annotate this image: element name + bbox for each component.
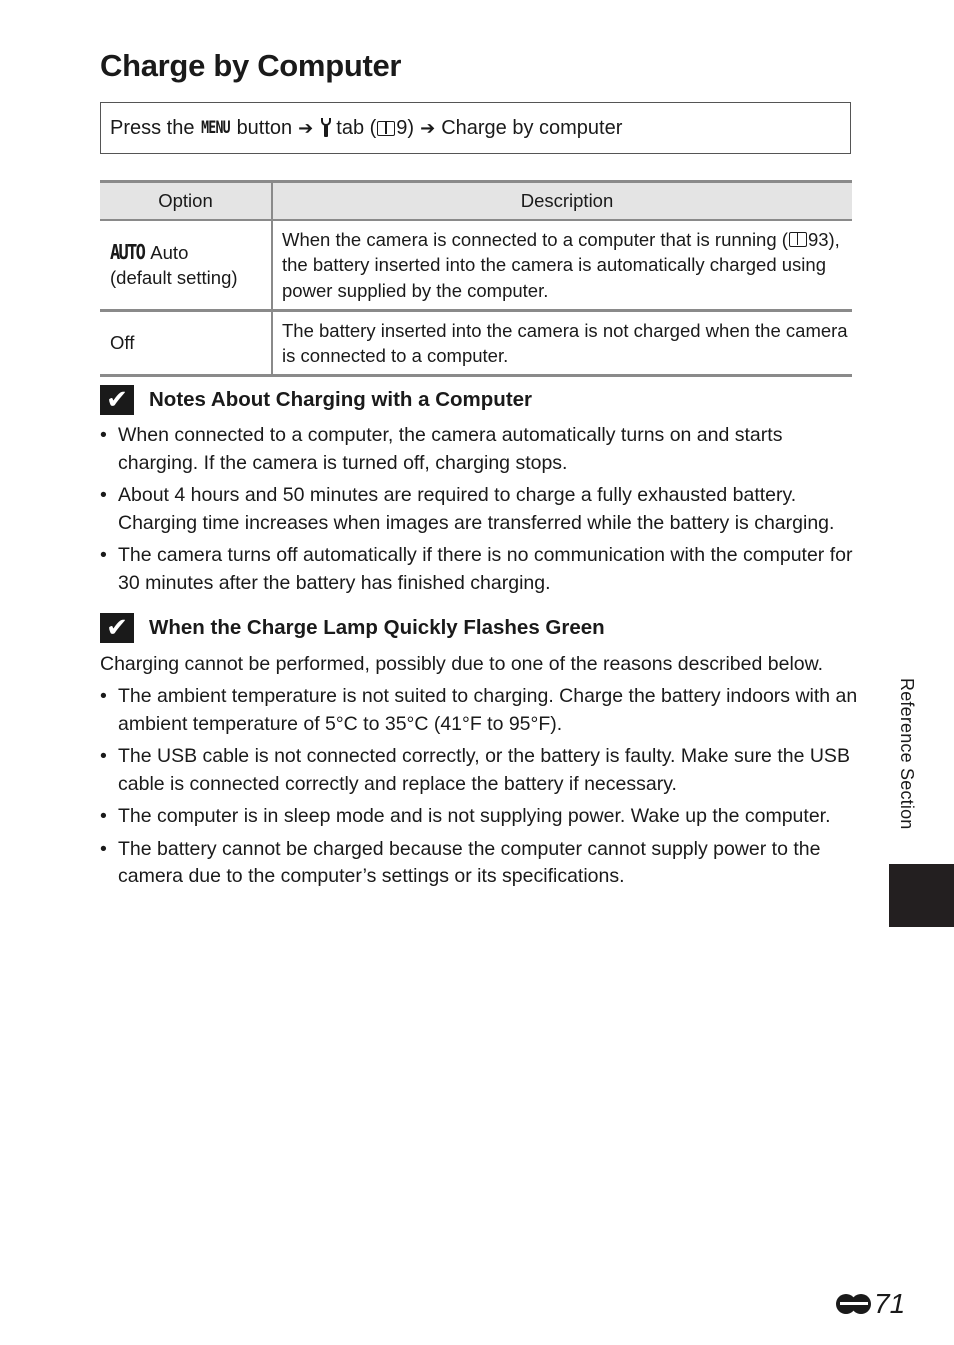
list-item-text: The battery cannot be charged because the computer cannot supply power to the camera due to the computer’s settings or its specifications. <box>118 837 821 887</box>
notes-lamp-heading <box>100 613 605 643</box>
description-cell <box>272 220 852 311</box>
bullet-icon: • <box>100 544 107 566</box>
bullet-icon: • <box>100 424 107 446</box>
menu-path-box <box>100 102 851 154</box>
option-name: Auto <box>150 241 189 263</box>
menu-path-tab-word: tab ( <box>336 116 377 139</box>
notes-charging-title: Notes About Charging with a Computer <box>149 388 533 411</box>
notes-lamp-title: When the Charge Lamp Quickly Flashes Green <box>149 616 605 639</box>
arrow-right-icon: ➔ <box>420 117 436 138</box>
menu-path-tab-ref: 9) <box>396 116 415 139</box>
description-text-pre: When the camera is connected to a computer that is running ( <box>282 228 788 250</box>
list-item-text: The ambient temperature is not suited to charging. Charge the battery indoors with an ambient temperature of 5°C to 35°C (41°F to 95°F). <box>118 685 858 735</box>
book-icon <box>377 121 395 136</box>
list-item-text: When connected to a computer, the camera automatically turns on and starts charging. If the camera is turned off, charging stops. <box>118 424 783 474</box>
list-item <box>100 803 860 831</box>
arrow-right-icon: ➔ <box>298 117 314 138</box>
notes-lamp-list <box>100 683 860 896</box>
header-option: Option <box>100 182 272 221</box>
notes-charging-list <box>100 422 860 602</box>
page-title: Charge by Computer <box>100 48 402 83</box>
check-icon: ✔ <box>100 613 134 643</box>
option-cell <box>100 220 272 311</box>
bullet-icon: • <box>100 685 107 707</box>
book-icon <box>789 232 807 247</box>
wrench-icon <box>321 118 333 138</box>
option-name: Off <box>110 332 135 354</box>
check-icon: ✔ <box>100 385 134 415</box>
list-item <box>100 743 860 798</box>
list-item <box>100 683 860 738</box>
description-text-ref: 93), the battery inserted into the camera is automatically charged using power supplied by the computer. <box>282 228 840 301</box>
list-item <box>100 836 860 891</box>
auto-mode-icon: AUTO <box>110 239 145 264</box>
menu-button-glyph: MENU <box>201 118 230 138</box>
list-item-text: The camera turns off automatically if there is no communication with the computer for 30 minutes after the battery has finished charging. <box>118 544 853 594</box>
bullet-icon: • <box>100 745 107 767</box>
list-item <box>100 542 860 597</box>
list-item <box>100 422 860 477</box>
page-number-text: 71 <box>874 1288 906 1319</box>
header-description: Description <box>272 182 852 221</box>
list-item-text: The USB cable is not connected correctly, or the battery is faulty. Make sure the USB cable is connected correctly and replace the battery if necessary. <box>118 745 850 795</box>
table-header-row <box>100 182 852 221</box>
menu-path-button-word: button <box>236 116 293 139</box>
page-number <box>836 1288 905 1320</box>
bullet-icon: • <box>100 805 107 827</box>
bullet-icon: • <box>100 837 107 860</box>
options-table <box>100 180 852 377</box>
section-side-tab <box>889 864 954 927</box>
list-item-text: The computer is in sleep mode and is not supplying power. Wake up the computer. <box>118 805 831 827</box>
reference-section-icon <box>836 1293 872 1315</box>
notes-lamp-intro: Charging cannot be performed, possibly due to one of the reasons described below. <box>100 653 824 675</box>
notes-charging-heading <box>100 385 532 415</box>
option-note: (default setting) <box>110 267 238 288</box>
bullet-icon: • <box>100 484 107 506</box>
menu-path-prefix: Press the <box>110 116 195 139</box>
description-cell: The battery inserted into the camera is not charged when the camera is connected to a computer. <box>272 311 852 376</box>
option-cell <box>100 311 272 376</box>
table-row <box>100 220 852 311</box>
table-row <box>100 311 852 376</box>
list-item <box>100 482 860 537</box>
list-item-text: About 4 hours and 50 minutes are required to charge a fully exhausted battery. Charging time increases when images are transferred while the battery is charging. <box>118 484 835 534</box>
section-side-label: Reference Section <box>897 678 917 830</box>
menu-path-destination: Charge by computer <box>441 116 623 139</box>
